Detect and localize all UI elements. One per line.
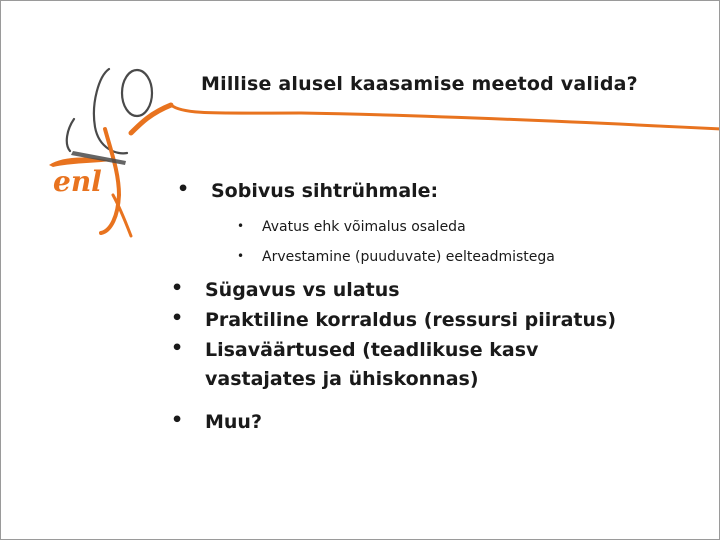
- bullet-dot: •: [171, 307, 184, 329]
- bullet-dot: •: [177, 178, 190, 200]
- bullet-text: Sobivus sihtrühmale:: [211, 180, 439, 202]
- slide-content: [1, 1, 720, 540]
- bullet-dot: •: [171, 277, 184, 299]
- bullet-text-continued: vastajates ja ühiskonnas): [205, 368, 479, 390]
- sub-bullet-text: Arvestamine (puuduvate) eelteadmistega: [262, 249, 555, 265]
- bullet-dot: •: [171, 409, 184, 431]
- bullet-text: Sügavus vs ulatus: [205, 279, 400, 301]
- bullet-dot: •: [171, 337, 184, 359]
- sub-bullet-text: Avatus ehk võimalus osaleda: [262, 219, 466, 235]
- sub-bullet-dot: •: [237, 249, 245, 263]
- sub-bullet-dot: •: [237, 219, 245, 233]
- slide-title: Millise alusel kaasamise meetod valida?: [201, 73, 638, 95]
- logo-text: enl: [53, 165, 102, 198]
- bullet-text: Muu?: [205, 411, 262, 433]
- bullet-text: Praktiline korraldus (ressursi piiratus): [205, 309, 617, 331]
- bullet-text: Lisaväärtused (teadlikuse kasv: [205, 339, 539, 361]
